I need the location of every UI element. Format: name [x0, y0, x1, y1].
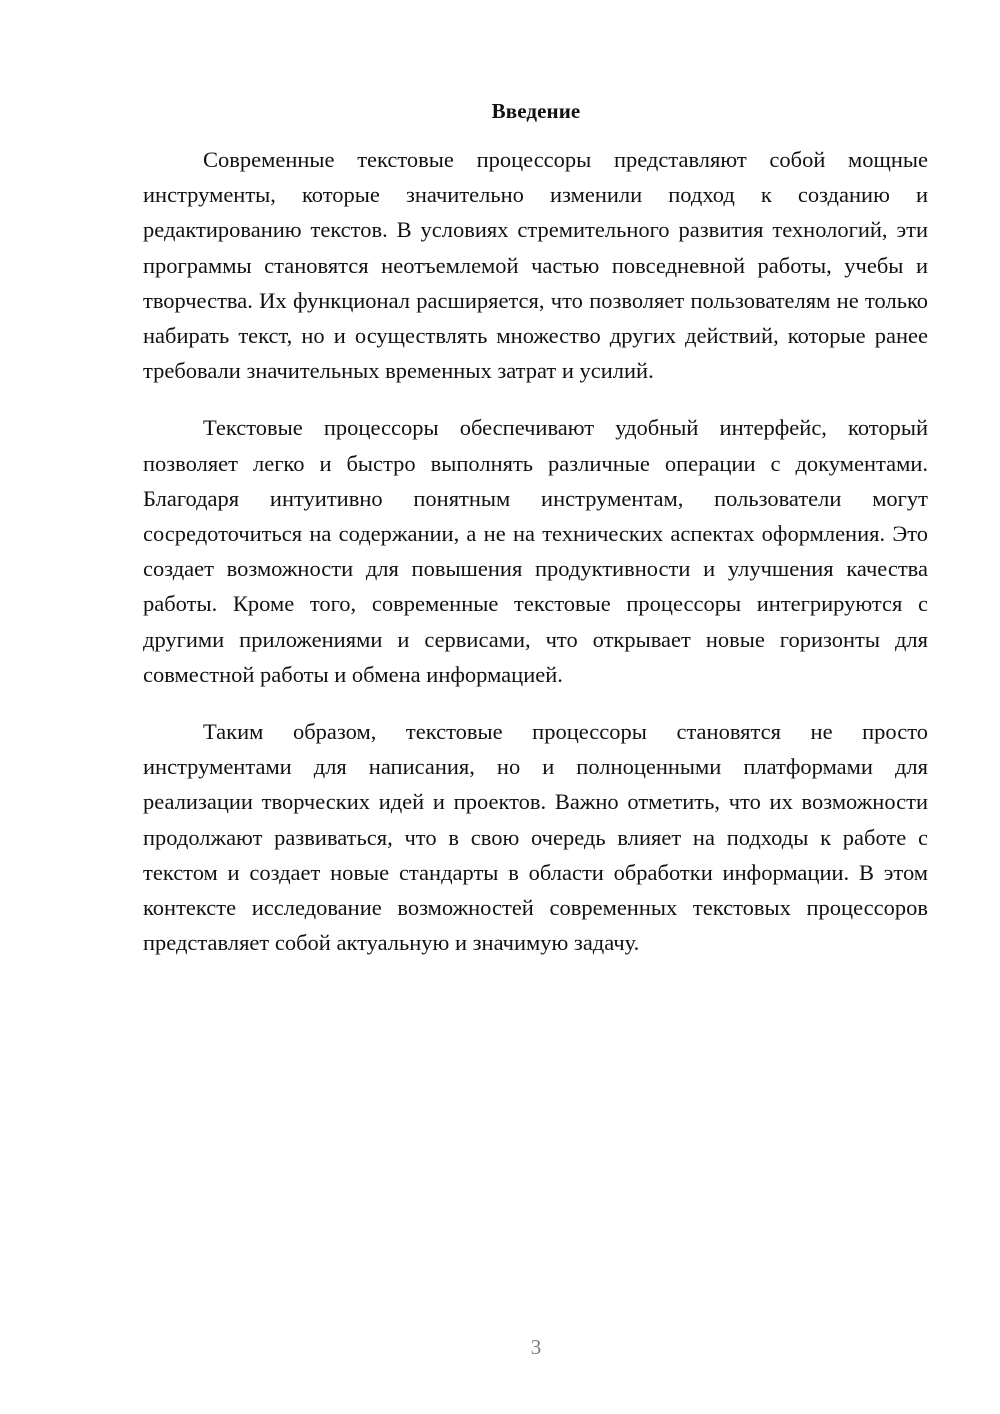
- body-text: [143, 142, 928, 982]
- paragraph-1: Современные текстовые процессоры представляют собой мощные инструменты, которые значительно изменили подход к созданию и редактированию текстов. В условиях стремительного развития технологий, эти программы становятся неотъемлемой частью повседневной работы, учебы и творчества. Их функционал расширяется, что позволяет пользователям не только набирать текст, но и осуществлять множество других действий, которые ранее требовали значительных временных затрат и усилий.: [143, 147, 928, 384]
- paragraph-2: Текстовые процессоры обеспечивают удобный интерфейс, который позволяет легко и быстро выполнять различные операции с документами. Благодаря интуитивно понятным инструментам, пользователи могут сосредоточиться на содержании, а не на технических аспектах оформления. Это создает возможности для повышения продуктивности и улучшения качества работы. Кроме того, современные текстовые процессоры интегрируются с другими приложениями и сервисами, что открывает новые горизонты для совместной работы и обмена информацией.: [143, 415, 928, 687]
- paragraph-3: Таким образом, текстовые процессоры становятся не просто инструментами для написания, но и полноценными платформами для реализации творческих идей и проектов. Важно отметить, что их возможности продолжают развиваться, что в свою очередь влияет на подходы к работе с текстом и создает новые стандарты в области обработки информации. В этом контексте исследование возможностей современных текстовых процессоров представляет собой актуальную и значимую задачу.: [143, 719, 928, 956]
- page-number: 3: [530, 1335, 542, 1359]
- page-title: Введение: [491, 99, 581, 123]
